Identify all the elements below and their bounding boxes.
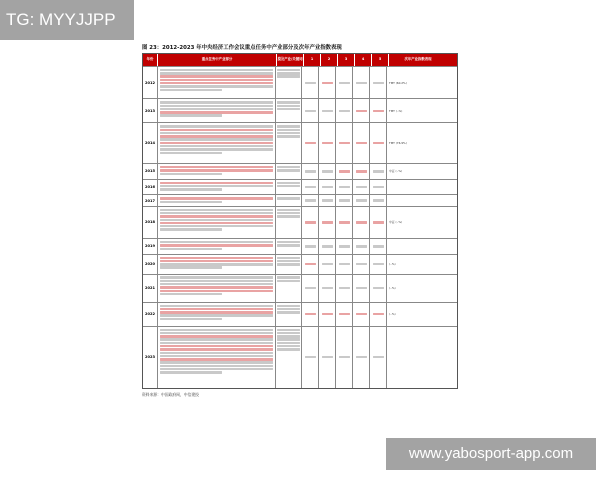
table-row bbox=[143, 302, 457, 326]
table-row bbox=[143, 163, 457, 179]
row-sector-cell bbox=[370, 99, 387, 122]
row-sector-cell bbox=[353, 275, 370, 302]
row-sector-cell bbox=[370, 123, 387, 163]
row-sector-cell bbox=[319, 123, 336, 163]
row-year: 2012 bbox=[143, 67, 158, 98]
row-task-text bbox=[158, 180, 276, 195]
row-sector-cell bbox=[319, 195, 336, 205]
header-tasks: 重点任务中产业部分 bbox=[158, 54, 277, 66]
row-year: 2023 bbox=[143, 327, 158, 388]
row-sector-cell bbox=[370, 303, 387, 326]
row-sector-cell bbox=[353, 164, 370, 179]
row-sector-cell bbox=[319, 67, 336, 98]
row-sector-cell bbox=[370, 255, 387, 274]
row-year: 2015 bbox=[143, 164, 158, 179]
row-sector-cell bbox=[302, 255, 319, 274]
table-body bbox=[143, 66, 457, 388]
row-next-year-performance bbox=[387, 239, 445, 254]
row-keywords bbox=[276, 239, 302, 254]
row-sector-cell bbox=[336, 195, 353, 205]
row-year: 2020 bbox=[143, 255, 158, 274]
row-next-year-performance: TMT (76.9%) bbox=[389, 141, 407, 146]
table-row bbox=[143, 66, 457, 98]
table-row bbox=[143, 238, 457, 254]
row-task-text bbox=[158, 255, 276, 274]
row-sector-cell bbox=[370, 195, 387, 205]
row-sector-cell bbox=[353, 67, 370, 98]
row-next-year-performance: TMT (..%) bbox=[389, 108, 403, 113]
row-sector-cell bbox=[336, 327, 353, 388]
row-sector-cell bbox=[336, 123, 353, 163]
row-sector-cell bbox=[319, 164, 336, 179]
table-row bbox=[143, 274, 457, 302]
industry-table bbox=[142, 53, 458, 389]
row-sector-cell bbox=[302, 67, 319, 98]
row-sector-cell bbox=[302, 180, 319, 195]
row-next-year-performance: TMT (60.2%) bbox=[389, 80, 407, 85]
row-sector-cell bbox=[353, 123, 370, 163]
row-sector-cell bbox=[319, 303, 336, 326]
row-keywords bbox=[276, 164, 302, 179]
row-sector-cell bbox=[336, 275, 353, 302]
row-task-text bbox=[158, 303, 276, 326]
row-sector-cell bbox=[319, 180, 336, 195]
row-sector-cell bbox=[302, 99, 319, 122]
row-sector-cell bbox=[336, 180, 353, 195]
row-year: 2022 bbox=[143, 303, 158, 326]
header-col-5: 5 bbox=[372, 54, 389, 66]
row-year: 2013 bbox=[143, 99, 158, 122]
row-task-text bbox=[158, 275, 276, 302]
header-keywords: 提及产业/关键词 bbox=[277, 54, 304, 66]
row-keywords bbox=[276, 195, 302, 205]
table-row bbox=[143, 122, 457, 163]
row-sector-cell bbox=[353, 255, 370, 274]
row-sector-cell bbox=[319, 327, 336, 388]
row-sector-cell bbox=[302, 239, 319, 254]
figure-title: 图 23：2012-2023 年中央经济工作会议重点任务中产业部分及次年产业指数表现 bbox=[142, 45, 342, 51]
header-col-3: 3 bbox=[338, 54, 355, 66]
row-year: 2016 bbox=[143, 180, 158, 195]
row-sector-cell bbox=[336, 164, 353, 179]
row-next-year-performance: (..%) bbox=[389, 312, 396, 317]
row-sector-cell bbox=[302, 207, 319, 238]
header-next-year: 次年产业指数表现 bbox=[404, 57, 432, 62]
header-col-2: 2 bbox=[321, 54, 338, 66]
header-col-4: 4 bbox=[355, 54, 372, 66]
row-sector-cell bbox=[302, 164, 319, 179]
watermark-top: TG: MYYJJPP bbox=[0, 0, 134, 40]
row-keywords bbox=[276, 303, 302, 326]
row-year: 2014 bbox=[143, 123, 158, 163]
row-sector-cell bbox=[302, 327, 319, 388]
table-header bbox=[143, 54, 457, 66]
row-keywords bbox=[276, 327, 302, 388]
row-keywords bbox=[276, 180, 302, 195]
row-sector-cell bbox=[319, 99, 336, 122]
row-next-year-performance bbox=[387, 327, 445, 388]
row-keywords bbox=[276, 207, 302, 238]
row-task-text bbox=[158, 195, 276, 205]
row-sector-cell bbox=[353, 99, 370, 122]
row-sector-cell bbox=[319, 207, 336, 238]
table-row bbox=[143, 98, 457, 122]
row-sector-cell bbox=[336, 99, 353, 122]
row-sector-cell bbox=[302, 195, 319, 205]
table-row bbox=[143, 326, 457, 388]
row-task-text bbox=[158, 207, 276, 238]
source-note: 资料来源：中国政府网，中信建投 bbox=[142, 391, 199, 397]
table-row bbox=[143, 206, 457, 238]
row-keywords bbox=[276, 99, 302, 122]
row-sector-cell bbox=[319, 239, 336, 254]
row-next-year-performance bbox=[387, 180, 445, 195]
row-sector-cell bbox=[353, 207, 370, 238]
document-page bbox=[142, 44, 458, 444]
row-sector-cell bbox=[302, 303, 319, 326]
header-year: 年份 bbox=[143, 54, 158, 66]
table-row bbox=[143, 194, 457, 205]
header-col-1: 1 bbox=[304, 54, 321, 66]
row-sector-cell bbox=[370, 180, 387, 195]
row-sector-cell bbox=[353, 327, 370, 388]
row-sector-cell bbox=[353, 195, 370, 205]
row-sector-cell bbox=[336, 303, 353, 326]
row-sector-cell bbox=[370, 275, 387, 302]
row-sector-cell bbox=[336, 255, 353, 274]
row-next-year-performance: 中证 (..%) bbox=[389, 169, 403, 174]
table-row bbox=[143, 179, 457, 195]
row-keywords bbox=[276, 123, 302, 163]
row-sector-cell bbox=[353, 303, 370, 326]
row-year: 2021 bbox=[143, 275, 158, 302]
row-task-text bbox=[158, 99, 276, 122]
row-sector-cell bbox=[370, 239, 387, 254]
table-row bbox=[143, 254, 457, 274]
row-next-year-performance: 中证 (..%) bbox=[389, 220, 403, 225]
row-keywords bbox=[276, 255, 302, 274]
row-keywords bbox=[276, 67, 302, 98]
row-year: 2019 bbox=[143, 239, 158, 254]
row-sector-cell bbox=[302, 123, 319, 163]
row-year: 2017 bbox=[143, 195, 158, 205]
row-sector-cell bbox=[302, 275, 319, 302]
row-next-year-performance: (..%) bbox=[389, 286, 396, 291]
row-task-text bbox=[158, 239, 276, 254]
row-sector-cell bbox=[370, 327, 387, 388]
row-sector-cell bbox=[336, 239, 353, 254]
row-year: 2018 bbox=[143, 207, 158, 238]
row-sector-cell bbox=[353, 180, 370, 195]
row-sector-cell bbox=[319, 275, 336, 302]
row-next-year-performance: (..%) bbox=[389, 262, 396, 267]
row-sector-cell bbox=[336, 207, 353, 238]
row-task-text bbox=[158, 67, 276, 98]
watermark-bottom: www.yabosport-app.com bbox=[386, 438, 596, 470]
row-task-text bbox=[158, 123, 276, 163]
row-task-text bbox=[158, 164, 276, 179]
row-sector-cell bbox=[336, 67, 353, 98]
row-keywords bbox=[276, 275, 302, 302]
row-next-year-performance bbox=[387, 195, 445, 205]
row-sector-cell bbox=[353, 239, 370, 254]
row-sector-cell bbox=[370, 67, 387, 98]
row-sector-cell bbox=[319, 255, 336, 274]
row-task-text bbox=[158, 327, 276, 388]
row-sector-cell bbox=[370, 164, 387, 179]
row-sector-cell bbox=[370, 207, 387, 238]
